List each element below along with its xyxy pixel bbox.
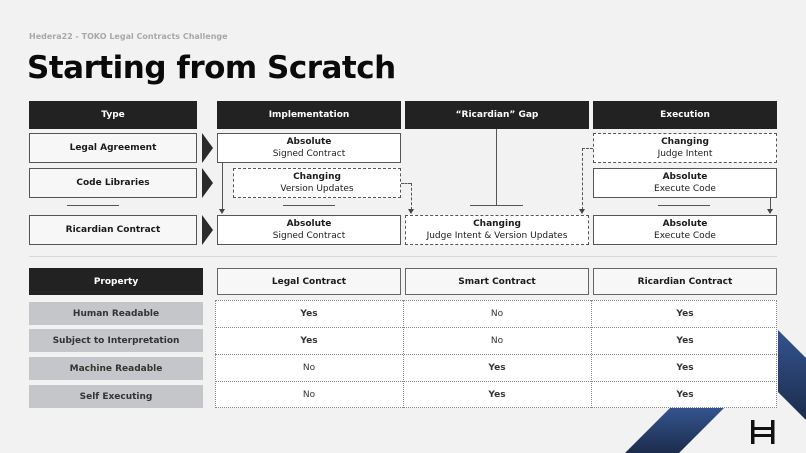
dashed-connector — [582, 148, 583, 210]
section-divider — [29, 256, 777, 257]
arrow-right-icon — [202, 133, 213, 163]
gap-base-line — [470, 205, 523, 206]
grid-col-divider — [591, 300, 592, 408]
divider-line — [67, 205, 119, 206]
arrow-down-icon — [767, 209, 773, 214]
column-header-gap: “Ricardian” Gap — [405, 101, 589, 129]
cell-legal-interpretation: Yes — [300, 336, 318, 346]
arrow-right-icon — [202, 215, 213, 245]
page-title: Starting from Scratch — [27, 50, 396, 86]
property-subject-to-interpretation: Subject to Interpretation — [29, 329, 203, 352]
dashed-connector — [411, 183, 412, 210]
table-header-smart-contract: Smart Contract — [405, 268, 589, 295]
exec-code-libraries — [593, 168, 777, 198]
table-header-property: Property — [29, 268, 203, 295]
detail-label: Judge Intent & Version Updates — [426, 231, 568, 241]
detail-label: Judge Intent — [657, 149, 713, 159]
detail-label: Execute Code — [654, 184, 716, 194]
state-label: Changing — [661, 137, 709, 147]
presentation-subtitle: Hedera22 - TOKO Legal Contracts Challenge — [29, 32, 228, 41]
column-header-type: Type — [29, 101, 197, 129]
detail-label: Version Updates — [280, 184, 354, 194]
cell-ricardian-interpretation: Yes — [676, 336, 694, 346]
table-header-legal-contract: Legal Contract — [217, 268, 401, 295]
impl-code-libraries — [233, 168, 401, 198]
impl-ricardian-contract — [217, 215, 401, 245]
detail-label: Execute Code — [654, 231, 716, 241]
state-label: Absolute — [286, 219, 332, 229]
divider-line — [658, 205, 710, 206]
property-machine-readable: Machine Readable — [29, 357, 203, 380]
detail-label: Signed Contract — [272, 149, 346, 159]
cell-legal-self-executing: No — [302, 390, 316, 400]
type-ricardian-contract: Ricardian Contract — [29, 215, 197, 245]
column-header-implementation: Implementation — [217, 101, 401, 129]
gap-ricardian-contract — [405, 215, 589, 245]
gap-stem-line — [496, 129, 497, 206]
arrow-down-icon — [408, 209, 414, 214]
dashed-connector — [582, 148, 593, 149]
exec-ricardian-contract — [593, 215, 777, 245]
exec-legal-agreement — [593, 133, 777, 163]
cell-ricardian-machine-readable: Yes — [676, 363, 694, 373]
hedera-logo-icon — [750, 420, 776, 444]
state-label: Absolute — [286, 137, 332, 147]
state-label: Absolute — [662, 219, 708, 229]
cell-smart-interpretation: No — [490, 336, 504, 346]
connector-line — [222, 163, 223, 210]
state-label: Changing — [293, 172, 341, 182]
table-header-ricardian-contract: Ricardian Contract — [593, 268, 777, 295]
property-human-readable: Human Readable — [29, 302, 203, 325]
divider-line — [283, 205, 335, 206]
type-legal-agreement: Legal Agreement — [29, 133, 197, 163]
cell-smart-machine-readable: Yes — [488, 363, 506, 373]
impl-legal-agreement — [217, 133, 401, 163]
cell-ricardian-human-readable: Yes — [676, 309, 694, 319]
cell-legal-human-readable: Yes — [300, 309, 318, 319]
cell-smart-self-executing: Yes — [488, 390, 506, 400]
property-self-executing: Self Executing — [29, 385, 203, 408]
cell-legal-machine-readable: No — [302, 363, 316, 373]
cell-ricardian-self-executing: Yes — [676, 390, 694, 400]
state-label: Changing — [473, 219, 521, 229]
state-label: Absolute — [662, 172, 708, 182]
grid-col-divider — [403, 300, 404, 408]
dashed-connector — [401, 183, 411, 184]
arrow-down-icon — [579, 209, 585, 214]
arrow-right-icon — [202, 168, 213, 198]
column-header-execution: Execution — [593, 101, 777, 129]
detail-label: Signed Contract — [272, 231, 346, 241]
type-code-libraries: Code Libraries — [29, 168, 197, 198]
cell-smart-human-readable: No — [490, 309, 504, 319]
arrow-down-icon — [219, 209, 225, 214]
